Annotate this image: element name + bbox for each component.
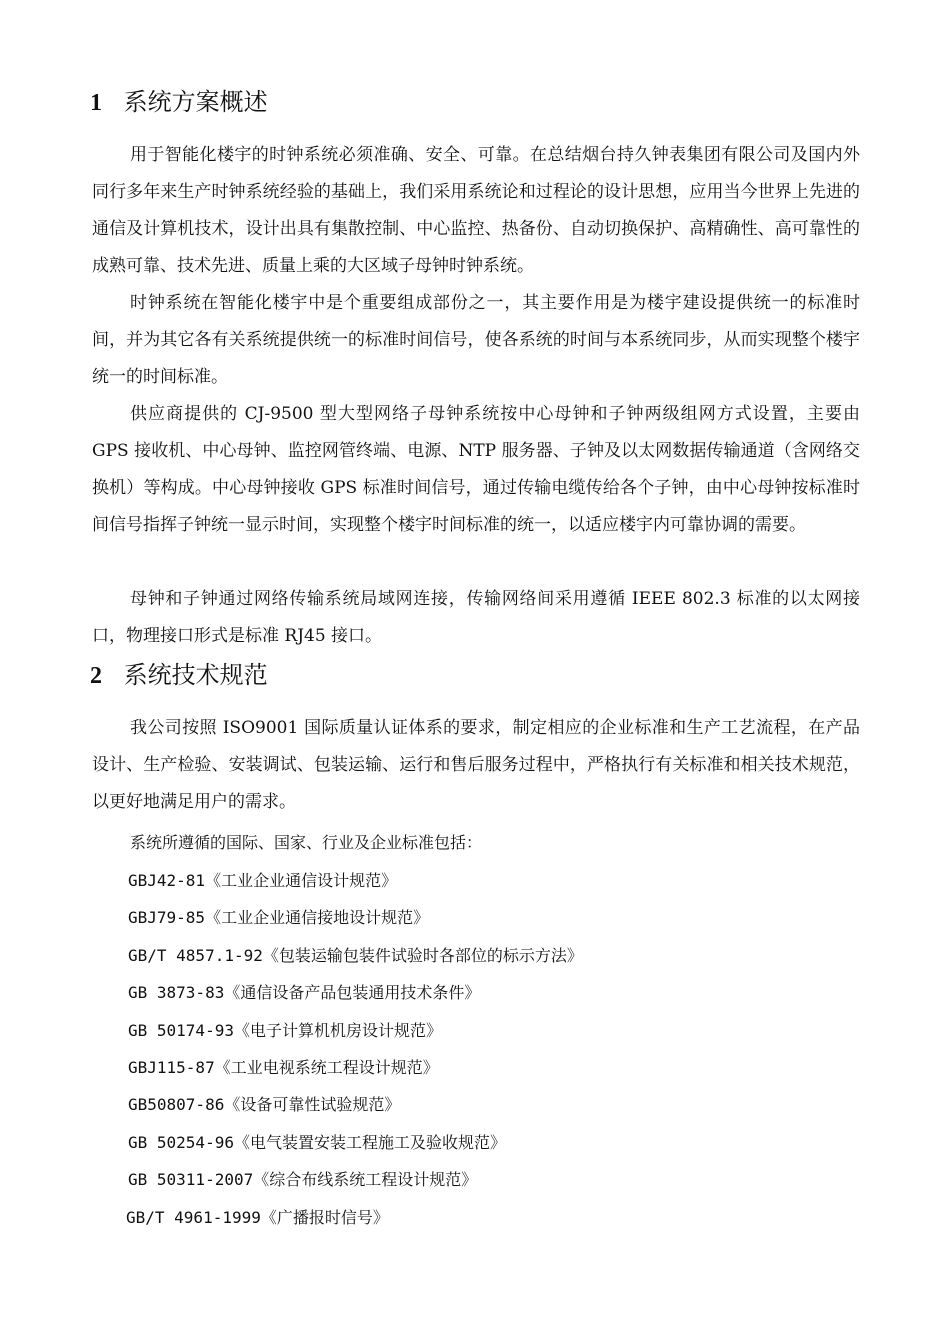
- list-item: GB/T 4961-1999《广播报时信号》: [126, 1207, 389, 1227]
- list-item: GB/T 4857.1-92《包装运输包装件试验时各部位的标示方法》: [128, 945, 583, 965]
- standards-list-intro: 系统所遵循的国际、国家、行业及企业标准包括：: [130, 833, 483, 852]
- section-1-heading: [90, 88, 268, 117]
- section-1-paragraph-3: 供应商提供的 CJ-9500 型大型网络子母钟系统按中心母钟和子钟两级组网方式设置，主要由 GPS 接收机、中心母钟、监控网管终端、电源、NTP 服务器、子钟及以太网数据传输通道（含网络交换机）等构成。中心母钟接收 GPS 标准时间信号，通过传输电缆传给各个子钟，由中心母钟按标准时间信号指挥子钟统一显示时间，实现整个楼宇时间标准的统一，以适应楼宇内可靠协调的需要。: [92, 404, 860, 535]
- standards-list: [128, 862, 583, 1236]
- section-2-paragraph: 我公司按照 ISO9001 国际质量认证体系的要求，制定相应的企业标准和生产工艺流程，在产品设计、生产检验、安装调试、包装运输、运行和售后服务过程中，严格执行有关标准和相关技术规范，以更好地满足用户的需求。: [92, 718, 860, 812]
- section-1-title: 系统方案概述: [123, 88, 268, 116]
- section-1-paragraph-4: 母钟和子钟通过网络传输系统局域网连接，传输网络间采用遵循 IEEE 802.3 标准的以太网接口，物理接口形式是标准 RJ45 接口。: [92, 589, 860, 646]
- list-item: GB50807-86《设备可靠性试验规范》: [128, 1095, 401, 1115]
- section-2-title: 系统技术规范: [123, 661, 268, 689]
- list-item: GB 3873-83《通信设备产品包装通用技术条件》: [128, 983, 481, 1003]
- list-item: GB 50311-2007《综合布线系统工程设计规范》: [128, 1170, 478, 1190]
- section-1-paragraph-1: 用于智能化楼宇的时钟系统必须准确、安全、可靠。在总结烟台持久钟表集团有限公司及国内外同行多年来生产时钟系统经验的基础上，我们采用系统论和过程论的设计思想，应用当今世界上先进的通信及计算机技术，设计出具有集散控制、中心监控、热备份、自动切换保护、高精确性、高可靠性的成熟可靠、技术先进、质量上乘的大区域子母钟时钟系统。: [92, 145, 860, 276]
- section-2-heading: [90, 661, 268, 690]
- list-item: GBJ115-87《工业电视系统工程设计规范》: [128, 1058, 439, 1078]
- section-1-paragraph-2: 时钟系统在智能化楼宇中是个重要组成部份之一，其主要作用是为楼宇建设提供统一的标准时间，并为其它各有关系统提供统一的标准时间信号，使各系统的时间与本系统同步，从而实现整个楼宇统一的时间标准。: [92, 293, 860, 387]
- list-item: GBJ42-81《工业企业通信设计规范》: [128, 871, 398, 890]
- list-item: GB 50254-96《电气装置安装工程施工及验收规范》: [128, 1132, 506, 1152]
- section-1-number: 1: [90, 90, 102, 116]
- section-2-number: 2: [90, 663, 102, 689]
- list-item: GBJ79-85《工业企业通信接地设计规范》: [128, 908, 430, 928]
- list-item: GB 50174-93《电子计算机机房设计规范》: [128, 1020, 442, 1040]
